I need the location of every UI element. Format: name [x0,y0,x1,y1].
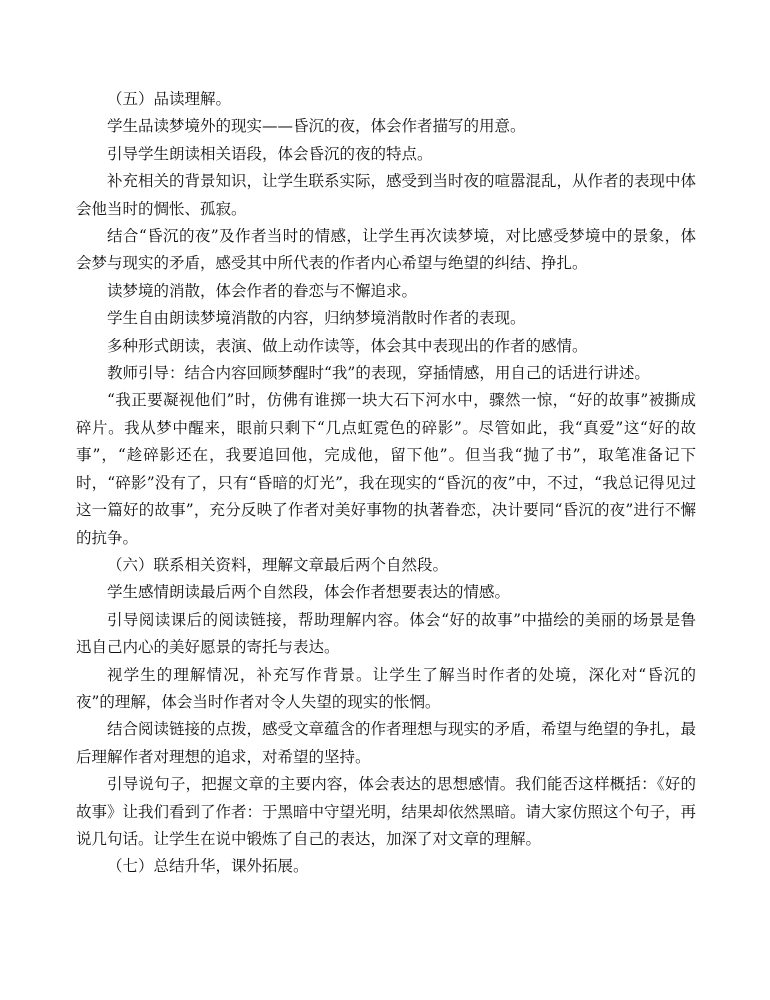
paragraph: 学生品读梦境外的现实——昏沉的夜，体会作者描写的用意。 [107,117,526,136]
paragraph: 学生感情朗读最后两个自然段，体会作者想要表达的情感。 [107,583,511,602]
section-heading-7: （七）总结升华，课外拓展。 [107,857,309,876]
paragraph: 补充相关的背景知识，让学生联系实际，感受到当时夜的喧嚣混乱，从作者的表现中体会他当时的惆怅、孤寂。 [76,172,697,218]
paragraph: 视学生的理解情况，补充写作背景。让学生了解当时作者的处境，深化对“昏沉的夜”的理解，体会当时作者对令人失望的现实的怅惘。 [76,665,696,711]
section-heading-5: （五）品读理解。 [107,90,232,108]
paragraph: 引导阅读课后的阅读链接，帮助理解内容。体会“好的故事”中描绘的美丽的场景是鲁迅自己内心的美好愿景的寄托与表达。 [76,610,696,657]
paragraph: 结合阅读链接的点拨，感受文章蕴含的作者理想与现实的矛盾，希望与绝望的争扎，最后理解作者对理想的追求，对希望的坚持。 [76,720,697,766]
paragraph: 引导学生朗读相关语段，体会昏沉的夜的特点。 [107,144,433,163]
paragraph: “我正要凝视他们”时，仿佛有谁掷一块大石下河水中，骤然一惊，“好的故事”被撕成碎片。我从梦中醒来，眼前只剩下“几点虹霓色的碎影”。尽管如此，我“真爱”这“好的故事”，“趁碎影还在，我要追回他，完成他，留下他”。但当我“抛了书”，取笔准备记下时，“碎影”没有了，只有“昏暗的灯光”，我在现实的“昏沉的夜”中，不过，“我总记得见过这一篇好的故事”，充分反映了作者对美好事物的执著眷恋，决计要同“昏沉的夜”进行不懈的抗争。 [76,391,696,547]
paragraph: 学生自由朗读梦境消散的内容，归纳梦境消散时作者的表现。 [107,309,526,328]
paragraph: 读梦境的消散，体会作者的眷恋与不懈追求。 [107,281,418,300]
paragraph: 引导说句子，把握文章的主要内容，体会表达的思想感情。我们能否这样概括：《好的故事》让我们看到了作者：于黑暗中守望光明，结果却依然黑暗。请大家仿照这个句子，再说几句话。让学生在说中锻炼了自己的表达，加深了对文章的理解。 [76,775,697,848]
paragraph: 多种形式朗读，表演、做上动作读等，体会其中表现出的作者的感情。 [107,336,588,355]
paragraph: 教师引导：结合内容回顾梦醒时“我”的表现，穿插情感，用自己的话进行讲述。 [107,364,650,383]
document-body [76,86,696,881]
paragraph: 结合“昏沉的夜”及作者当时的情感，让学生再次读梦境，对比感受梦境中的景象，体会梦与现实的矛盾，感受其中所代表的作者内心希望与绝望的纠结、挣扎。 [76,227,696,273]
section-heading-6: （六）联系相关资料，理解文章最后两个自然段。 [107,555,449,574]
